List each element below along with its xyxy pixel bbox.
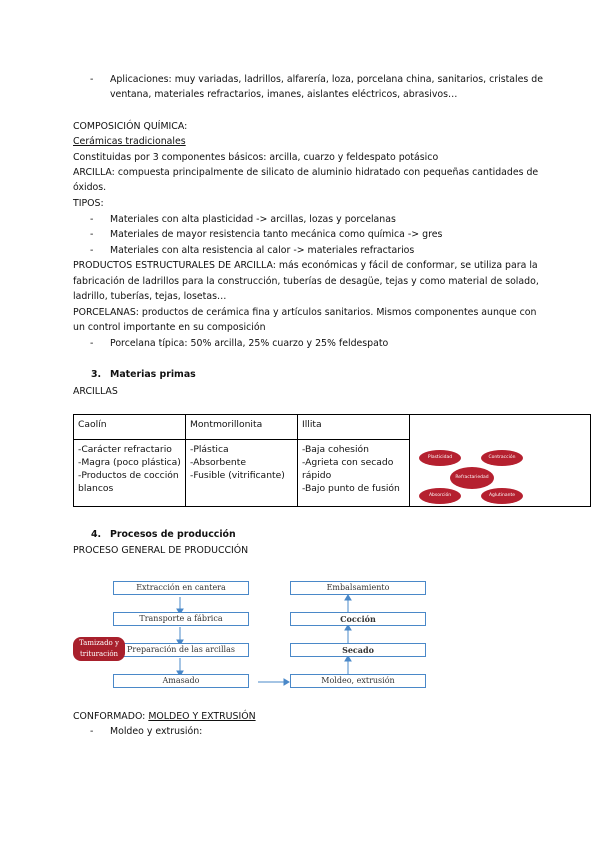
bullet-dash: - bbox=[90, 74, 94, 85]
porcelanas-line-2: un control importante en su composición bbox=[73, 322, 266, 333]
tipos-item-1: Materiales con alta plasticidad -> arcillas, lozas y porcelanas bbox=[110, 214, 396, 225]
bullet-dash: - bbox=[90, 245, 94, 256]
bullet-dash: - bbox=[90, 229, 94, 240]
table-cell-montmorillonita bbox=[186, 440, 298, 507]
tipos-item-2: Materiales de mayor resistencia tanto mecánica como química -> gres bbox=[110, 229, 443, 240]
oval-plasticidad: Plasticidad bbox=[419, 450, 461, 466]
oval-refractariedad: Refractariedad bbox=[450, 467, 494, 489]
cell-line: rápido bbox=[302, 470, 332, 481]
arcilla-line-2: óxidos. bbox=[73, 182, 107, 193]
proceso-general-heading: PROCESO GENERAL DE PRODUCCIÓN bbox=[73, 545, 249, 556]
flow-step-embalsamiento: Embalsamiento bbox=[290, 581, 426, 595]
conformado-underlined: MOLDEO Y EXTRUSIÓN bbox=[148, 711, 256, 722]
section-4-number: 4. bbox=[91, 529, 102, 540]
cell-line: -Agrieta con secado bbox=[302, 457, 394, 468]
flow-arrowhead bbox=[284, 679, 289, 685]
oval-absorcion: Absorción bbox=[419, 488, 461, 504]
productos-line-2: fabricación de ladrillos para la construcción, tuberías de desagüe, tejas y como material de solado, bbox=[73, 276, 539, 287]
flow-step-transporte: Transporte a fábrica bbox=[113, 612, 249, 626]
table-header-row bbox=[74, 415, 591, 440]
flow-step-coccion: Cocción bbox=[290, 612, 426, 626]
tipos-item-3: Materiales con alta resistencia al calor -> materiales refractarios bbox=[110, 245, 415, 256]
cell-line: -Fusible (vitrificante) bbox=[190, 470, 285, 481]
porcelana-item: Porcelana típica: 50% arcilla, 25% cuarzo y 25% feldespato bbox=[110, 338, 389, 349]
table-header-caolin: Caolín bbox=[74, 415, 186, 440]
table-cell-illita bbox=[298, 440, 410, 507]
red-label-line: trituración bbox=[79, 650, 119, 658]
red-label-line: Tamizado y bbox=[79, 639, 119, 647]
tipos-heading: TIPOS: bbox=[73, 198, 104, 209]
bullet-dash: - bbox=[90, 214, 94, 225]
cell-line: -Baja cohesión bbox=[302, 444, 369, 455]
section-3-number: 3. bbox=[91, 369, 102, 380]
table-image-cell-top bbox=[410, 415, 591, 440]
ceramicas-tradicionales-heading: Cerámicas tradicionales bbox=[73, 136, 186, 147]
aplicaciones-line-2: ventana, materiales refractarios, imanes, aislantes eléctricos, abrasivos… bbox=[110, 89, 458, 100]
productos-line-3: ladrillo, tuberías, tejas, losetas… bbox=[73, 291, 227, 302]
moldeo-item: Moldeo y extrusión: bbox=[110, 726, 203, 737]
oval-contraccion: Contracción bbox=[481, 450, 523, 466]
cell-line: blancos bbox=[78, 483, 114, 494]
flow-step-preparacion: Preparación de las arcillas bbox=[113, 643, 249, 657]
table-header-illita: Illita bbox=[298, 415, 410, 440]
productos-line-1: PRODUCTOS ESTRUCTURALES DE ARCILLA: más económicas y fácil de conformar, se utiliza para la bbox=[73, 260, 538, 271]
aplicaciones-line-1: Aplicaciones: muy variadas, ladrillos, alfarería, loza, porcelana china, sanitarios, cristales de bbox=[110, 74, 543, 85]
cell-line: -Plástica bbox=[190, 444, 229, 455]
cell-line: -Carácter refractario bbox=[78, 444, 172, 455]
section-3-title: Materias primas bbox=[110, 369, 196, 380]
flow-step-amasado: Amasado bbox=[113, 674, 249, 688]
table-cell-caolin bbox=[74, 440, 186, 507]
bullet-dash: - bbox=[90, 726, 94, 737]
bullet-dash: - bbox=[90, 338, 94, 349]
flow-step-secado: Secado bbox=[290, 643, 426, 657]
constituidas-text: Constituidas por 3 componentes básicos: arcilla, cuarzo y feldespato potásico bbox=[73, 152, 439, 163]
arcillas-heading: ARCILLAS bbox=[73, 386, 118, 397]
section-4-title: Procesos de producción bbox=[110, 529, 236, 540]
conformado-heading bbox=[73, 711, 256, 723]
table-header-montmorillonita: Montmorillonita bbox=[186, 415, 298, 440]
cell-line: -Productos de cocción bbox=[78, 470, 179, 481]
cell-line: -Absorbente bbox=[190, 457, 246, 468]
cell-line: -Bajo punto de fusión bbox=[302, 483, 400, 494]
flow-label-tamizado bbox=[73, 637, 125, 661]
oval-aglutinante: Aglutinante bbox=[481, 488, 523, 504]
porcelanas-line-1: PORCELANAS: productos de cerámica fina y artículos sanitarios. Mismos componentes aunque con bbox=[73, 307, 537, 318]
cell-line: -Magra (poco plástica) bbox=[78, 457, 181, 468]
conformado-prefix: CONFORMADO: bbox=[73, 711, 149, 722]
arcilla-line-1: ARCILLA: compuesta principalmente de silicato de aluminio hidratado con pequeñas cantidades de bbox=[73, 167, 539, 178]
flow-step-moldeo: Moldeo, extrusión bbox=[290, 674, 426, 688]
flow-arrowhead bbox=[345, 595, 351, 600]
flow-step-extraccion: Extracción en cantera bbox=[113, 581, 249, 595]
composicion-title: COMPOSICIÓN QUÍMICA: bbox=[73, 121, 188, 132]
